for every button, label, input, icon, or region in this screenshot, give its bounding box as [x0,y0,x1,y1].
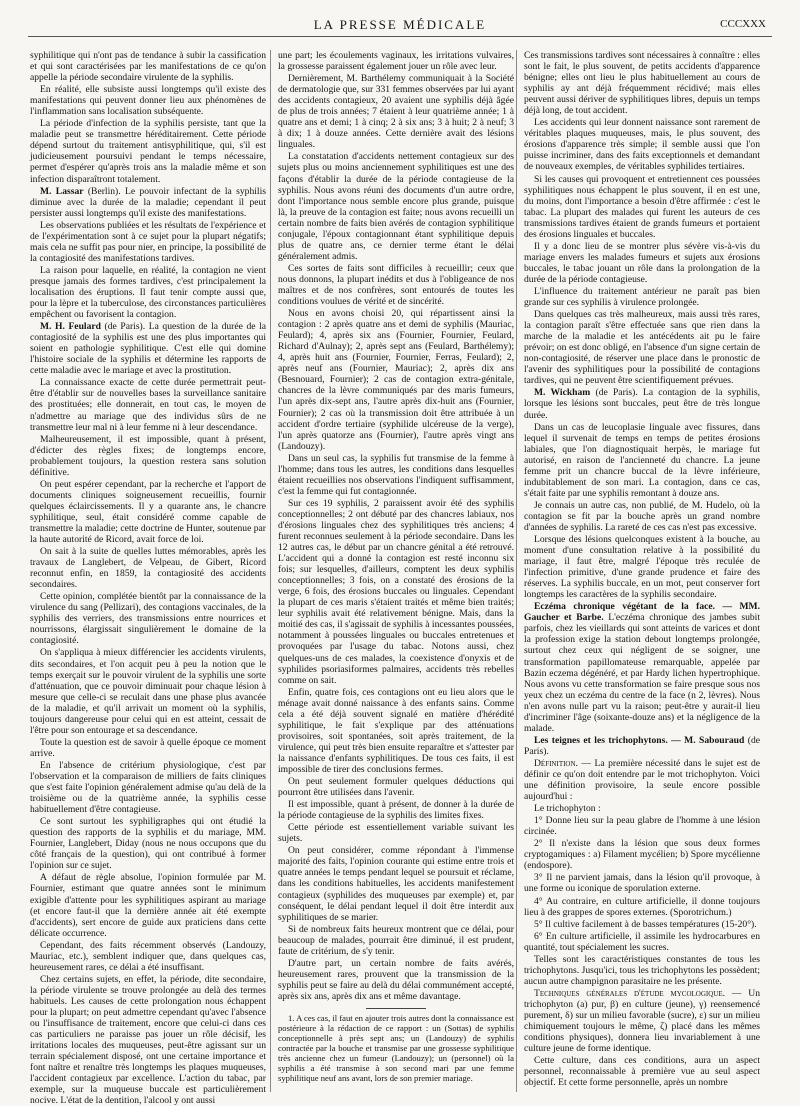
paragraph: On peut espérer cependant, par la recherche et l'apport de documents cliniques soigneusement recueillis, fournir quelques éclaircissements. Il y a quarante ans, le chancre syphilitique, seul, était considéré comme capable de transmettre la maladie; cette doctrine de Hunter, soutenue par la haute autorité de Ricord, avait force de loi. [30,478,266,546]
paragraph: Cette période est essentiellement variable suivant les sujets. [278,822,514,845]
paragraph: La constatation d'accidents nettement contagieux sur des sujets plus ou moins anciennement syphilitiques est une des façons d'établir la durée de la période contagieuse de la syphilis. Nous avons réuni des documents d'un autre ordre, dont l'importance nous semble encore plus grande, puisque là, la preuve de la contagion est faite; nous avons recueilli un certain nombre de faits bien avérés de contagion syphilitique conjugale, l'époux contagionnant étant syphilitique depuis plus de quatre ans, ce dernier terme étant le délai généralement admis. [278,151,514,262]
list-item: 1° Donne lieu sur la peau glabre de l'homme à une lésion circinée. [524,815,760,838]
column-1 [30,50,267,1106]
paragraph: Techniques générales d'étude mycologique. — Un trichophyton (a) pur, β) en culture (jeune), γ) reensemencé purement, δ) sur un milieu favorable (sucre), ε) sur un milieu chimiquement toujours le même, ζ) placé dans les mêmes conditions physiques), donnera lieu invariablement à une culture jeune de forme identique. [524,987,761,1055]
paragraph: Nous en avons choisi 20, qui répartissent ainsi la contagion : 2 après quatre ans et demi de syphilis (Mauriac, Feulard); 4, après six ans (Fournier, Fournier, Feulard, Richard d'Aulnay); 2, après sept ans (Feulard, Barthélemy); 4, après huit ans (Fournier, Fournier, Ferras, Feulard); 2, après neuf ans (Fournier, Mauriac); 2, après dix ans (Besnouard, Fournier); 2 cas de contagion extra-génitale, chancres de la lèvre communiqués par des maris fumeurs, l'un après dix-sept ans, l'autre après dix-huit ans (Fournier, Fournier); 2 cas où la transmission doit être attribuée à un accident d'ordre tertiaire (syphilide ulcéreuse de la verge), l'un après quatorze ans (Fournier), l'autre après vingt ans (Landouzy). [278,308,514,452]
paragraph: Il y a donc lieu de se montrer plus sévère vis-à-vis du mariage envers les malades fumeurs et sujets aux érosions buccales, le tabac jouant un rôle dans la prolongation de la durée de la période contagieuse. [524,240,760,285]
paragraph-text: (de Paris). La question de la durée de la contagiosité de la syphilis est une des plus importantes qui soient en pathologie syphilitique. C'est elle qui domine l'histoire sociale de la syphilis et détermine les rapports de cette maladie avec le mariage et avec la prostitution. [30,321,267,377]
paragraph: Dans un seul cas, la syphilis fut transmise de la femme à l'homme; dans tous les autres, les conditions dans lesquelles étaient recueillies nos observations l'indiquent suffisamment, c'est la femme qui fut contagionnée. [278,452,514,497]
paragraph: On peut seulement formuler quelques déductions qui pourront être utilisées dans l'avenir. [278,776,514,799]
paragraph: Telles sont les caractéristiques constantes de tous les trichophytons. Jusqu'ici, tous les trichophytons les possèdent; aucun autre champignon parasitaire ne les présente. [524,953,760,987]
criteria-list [524,815,760,953]
subheading: Définition. [534,757,578,769]
journal-title: LA PRESSE MÉDICALE [313,17,487,32]
list-item: 3° Il ne parvient jamais, dans la lésion qu'il provoque, à une forme ou iconique de sporulation externe. [524,872,760,895]
page-header [0,0,800,44]
paragraph: Je connais un autre cas, non publié, de M. Hudelo, où la contagion se fit par la bouche après un grand nombre d'années de syphilis. La rareté de ces cas n'est pas excessive. [524,499,760,533]
page-number: CCCXXX [720,18,766,30]
paragraph: Sur ces 19 syphilis, 2 paraissent avoir été des syphilis conceptionnelles; 2 ont débuté par des chancres labiaux, nos d'érosions linguales chez des syphilitiques très anciens; 4 furent reconnues seulement à la période secondaire. Dans les 12 autres cas, le début par un chancre génital a été retrouvé. L'accident qui a donné la contagion est resté inconnu six fois; sur lesquelles, d'ailleurs, comptent les deux syphilis conceptionnelles; 3 fois, on a constaté des érosions de la verge, 6 fois, des érosions buccales ou linguales. Cependant la plupart de ces maris s'étaient traités et même bien traités; leur syphilis avait été relativement bénigne. Mais, dans la moitié des cas, il s'agissait de syphilis à incessantes poussées, notamment à poussées linguales ou buccales entretenues et provoquées par l'usage du tabac. Notons aussi, chez quelques-uns de ces malades, la coexistence d'onyxis et de syphilides psoriasiformes palmaires, accidents très rebelles comme on sait. [278,497,514,686]
speaker-name: M. Wickham [534,387,591,399]
paragraph [524,387,760,420]
paragraph: La raison pour laquelle, en réalité, la contagion ne vient presque jamais des formes tardives, c'est principalement la localisation des éruptions. Il faut tenir compte aussi que, pour la lèpre et la tuberculose, des circonstances particulières empêchent ou favorisent la contagion. [30,264,266,321]
paragraph: Dans un cas de leucoplasie linguale avec fissures, dans lequel il survenait de temps en temps de petites érosions labiales, que l'on diagnostiquait herpès, le mariage fut autorisé, en raison de l'ancienneté du chancre. La jeune femme prit un chancre buccal de la lèvre inférieure, indubitablement de son mari. La contagion, dans ce cas, s'était faite par une syphilis remontant à douze ans. [524,421,760,499]
section-title: Les teignes et les trichophytons. [534,734,668,746]
section-heading: Eczéma chronique végétant de la face. — MM. Gaucher et Barbe. L'eczéma chronique des jambes subit parfois, chez les vieillards qui sont atteints de varices et dont la profession exige la station debout longtemps prolongée, surtout chez ceux qui négligent de se soigner, une transformation papillomateuse remarquable, appelée par Bazin eczema dégénéré, et par Hardy lichen hypertrophique. Nous avons vu cette transformation se faire presque sous nos yeux chez un eczéma du centre de la face (n 2, lèvres). Nous n'en avons nulle part vu la raison; peut-être y aurait-il lieu d'incriminer l'âge (soixante-douze ans) et la négligence de la malade. [524,601,760,734]
paragraph: Cette opinion, complétée bientôt par la connaissance de la virulence du sang (Pellizari), des contagions vaccinales, de la syphilis des verriers, des transmissions entre nourrices et nourrissons, élargissait singulièrement le domaine de la contagiosité. [30,591,266,647]
column-divider [270,50,271,1092]
paragraph: D'autre part, un certain nombre de faits avérés, heureusement rares, prouvent que la transmission de la syphilis peut se faire au delà du délai communément accepté, après six ans, après dix ans et même davantage. [278,957,514,1002]
paragraph: Chez certains sujets, en effet, la période, dite secondaire, la période virulente se trouve prolongée au delà des termes habituels. Les causes de cette prolongation nous échappent pour la plupart; on peut admettre cependant qu'avec l'absence ou l'insuffisance de traitement, encore que celui-ci dans ces cas particuliers ne paraisse pas jouer un rôle décisif, les irritations locales des muqueuses, peut-être agissant sur un terrain spécialement disposé, ont une certaine importance et font naître et renaître très longtemps les plaques muqueuses, l'accident contagieux par excellence. L'action du tabac, par exemple, sur la muqueuse buccale est particulièrement nocive. L'état de la dentition, l'alcool y ont aussi [30,973,266,1106]
paragraph: Cependant, des faits récemment observés (Landouzy, Mauriac, etc.), semblent indiquer que, dans quelques cas, heureusement rares, ce délai a été insuffisant. [30,939,266,973]
paragraph: Le trichophyton : [534,803,601,815]
paragraph: La connaissance exacte de cette durée permettrait peut-être d'établir sur de nouvelles bases la surveillance sanitaire des prostituées; elle donnerait, en tout cas, le moyen de n'admettre au mariage que des individus sûrs de ne transmettre leur mal ni à leur femme ni à leur descendance. [30,377,266,433]
header-rule [28,36,772,37]
footnote: 1. A ces cas, il faut en ajouter trois autres dont la connaissance est postérieure à la rédaction de ce rapport : un (Sottas) de syphilis conceptionnelle à près sept ans; un (Landouzy) de syphilis contractée par la bouche et transmise par une grossesse syphilitique très ancienne chez un fumeur (Landouzy); un (personnel) où la syphilis a été transmise à son second mari par une femme syphilitique neuf ans avant, lors de son premier mariage. [278,1012,514,1083]
paragraph: En l'absence de critérium physiologique, c'est par l'observation et la comparaison de milliers de faits cliniques que s'est faite l'opinion généralement admise qu'au delà de la troisième ou de la quatrième année, la syphilis cesse habituellement d'être contagieuse. [30,759,266,816]
paragraph: Cette culture, dans ces conditions, aura un aspect personnel, reconnaissable à première vue au seul aspect objectif. Et cette forme personnelle, après un nombre [524,1055,760,1089]
paragraph: Lorsque des lésions quelconques existent à la bouche, au moment d'une consultation relative à la possibilité du mariage, il faut être, malgré l'époque très reculée de l'infection primitive, d'une grande prudence et faire des réserves. La syphilis buccale, en un mot, peut conserver fort longtemps les caractères de la syphilis secondaire. [524,534,760,601]
paragraph: Ce sont surtout les syphiligraphes qui ont étudié la question des rapports de la syphilis et du mariage, MM. Fournier, Langlebert, Diday (nous ne nous occupons que du côté français de la question), qui ont contribué à former l'opinion sur ce sujet. [30,816,266,872]
paragraph: Les accidents qui leur donnent naissance sont rarement de véritables plaques muqueuses, mais, le plus souvent, des érosions d'apparence très simple; il semble aussi que l'on puisse incriminer, dans des faits exceptionnels et demandant de nouveaux exemples, de véritables syphilides tertiaires. [524,117,760,173]
subheading: Techniques générales d'étude mycologique. [534,987,726,999]
section-title: Eczéma chronique végétant de la face. [534,601,716,613]
paragraph: Dans quelques cas très malheureux, mais aussi très rares, la contagion paraît s'être effectuée sans que rien dans la marche de la maladie et les antécédents ait pu le faire prévoir; on est donc obligé, en l'absence d'un signe certain de non-contagiosité, de réserver une place dans le pronostic de l'avenir des syphilitiques pour la possibilité de contagions tardives, qui ne peuvent être scientifiquement prévues. [524,309,760,387]
paragraph: On peut considérer, comme répondant à l'immense majorité des faits, l'opinion courante qui estime entre trois et quatre années le temps pendant lequel se poursuit et réclame, dans les conditions habituelles, les accidents manifestement contagieux (syphilides des muqueuses par exemple) et, par conséquent, le délai pendant lequel il doit être interdit aux syphilitiques de se marier. [278,845,514,923]
paragraph-text: Un trichophyton (a) pur, β) en culture (jeune), γ) reensemencé purement, δ) sur un milieu favorable (sucre), ε) sur un milieu chimiquement toujours le même, ζ) placé dans les mêmes conditions physiques), donnera lieu invariablement à une culture jeune de forme identique. [524,987,761,1055]
paragraph [30,321,266,376]
paragraph [30,186,266,219]
paragraph: Si les causes qui provoquent et entretiennent ces poussées syphilitiques nous échappent le plus souvent, il en est une, du moins, dont l'importance a besoin d'être affirmée : c'est le tabac. La plupart des malades qui furent les auteurs de ces transmissions tardives étaient de grands fumeurs et portaient des érosions linguales et buccales. [524,173,760,240]
column-3 [524,50,760,1092]
paragraph: Malheureusement, il est impossible, quant à présent, d'édicter des règles fixes; de longtemps encore, probablement toujours, la question restera sans solution définitive. [30,433,266,478]
section-affiliation: (de Paris). [524,734,760,757]
section-authors: M. Sabouraud [684,734,745,746]
column-divider [516,50,517,1092]
paragraph: Enfin, quatre fois, ces contagions ont eu lieu alors que le ménage avait donné naissance à des enfants sains. Comme cela a été déjà souvent signalé en matière d'hérédité syphilitique, le fait s'explique par des atténuations provisoires, soit spontanées, soit après traitement, de la virulence, qui peut très bien ensuite reparaître et s'attester par la naissance d'enfants syphilitiques. De tous ces faits, il est impossible de tirer des conclusions fermes. [278,686,514,775]
paragraph: En réalité, elle subsiste aussi longtemps qu'il existe des manifestations qui peuvent donner lieu aux phénomènes de l'inflammation sans localisation subséquente. [30,84,266,118]
paragraph: Il est impossible, quant à présent, de donner à la durée de la période contagieuse de la syphilis des limites fixes. [278,799,514,822]
list-item: 4° Au contraire, en culture artificielle, il donne toujours lieu à des grappes de spores externes. (Sporotrichum.) [524,895,760,918]
paragraph: Dernièrement, M. Barthélemy communiquait à la Société de dermatologie que, sur 331 femmes observées par lui ayant des accidents contagieux, 20 avaient une syphilis déjà âgée de plus de trois années; 7 étaient à leur quatrième année; 1 à quatre ans et demi; 1 à cinq; 2 à six ans; 3 à huit; 2 à neuf; 3 à dix; 1 à douze années. Cette dernière avait des lésions linguales. [278,73,514,151]
section-authors: MM. Gaucher et Barbe. [524,601,760,624]
paragraph: Si de nombreux faits heureux montrent que ce délai, pour beaucoup de malades, pourrait être diminué, il est prudent, faute de critérium, de s'y tenir. [278,923,514,957]
paragraph-text: (de Paris). La contagion de la syphilis, lorsque les lésions sont buccales, peut être de très longue durée. [524,387,760,421]
paragraph: Ces transmissions tardives sont nécessaires à connaître : elles sont le fait, le plus souvent, de petits accidents d'apparence bénigne; elles ont lieu le plus habituellement au cours de syphilis ay ant déjà fréquemment récidivé; mais elles peuvent aussi dériver de syphilitiques libres, depuis un temps déjà long, de tout accident. [524,50,760,117]
speaker-name: M. H. Feulard [40,321,101,333]
paragraph: Les observations publiées et les résultats de l'expérience et de l'expérimentation sont à ce sujet pour la plupart négatifs; mais cela ne suffit pas pour nier, en principe, la possibilité de la contagiosité des manifestations tardives. [30,219,266,264]
paragraph: On sait à la suite de quelles luttes mémorables, après les travaux de Langlebert, de Velpeau, de Gibert, Ricord reconnut enfin, en 1859, la contagiosité des accidents secondaires. [30,546,266,591]
paragraph: La période d'infection de la syphilis persiste, tant que la maladie peut se transmettre héréditairement. Cette période dépend surtout du traitement antisyphilitique, qui, s'il est judicieusement poursuivi pendant le temps nécessaire, permet d'espérer qu'après trois ans la maladie même et son infection disparaîtront totalement. [30,118,266,185]
paragraph-text: La première nécessité dans le sujet est de définir ce qu'on doit entendre par le mot trichophyton. Voici une définition provisoire, la seule encore possible aujourd'hui : [524,757,760,803]
section-heading: Les teignes et les trichophytons. — M. Sabouraud (de Paris). [524,734,760,757]
paragraph-text: (Berlin). Le pouvoir infectant de la syphilis diminue avec la durée de la maladie; cependant il peut persister aussi longtemps qu'il existe des manifestations. [30,185,266,219]
paragraph: Définition. — La première nécessité dans le sujet est de définir ce qu'on doit entendre par le mot trichophyton. Voici une définition provisoire, la seule encore possible aujourd'hui : [524,757,760,803]
paragraph: L'influence du traitement antérieur ne paraît pas bien grande sur ces syphilis à virulence prolongée. [524,285,760,309]
paragraph-text: L'eczéma chronique des jambes subit parfois, chez les vieillards qui sont atteints de varices et dont la profession exige la station debout longtemps prolongée, surtout chez ceux qui négligent de se soigner, une transformation papillomateuse remarquable, appelée par Bazin eczema dégénéré, et par Hardy lichen hypertrophique. Nous avons vu cette transformation se faire presque sous nos yeux chez un eczéma du centre de la face (n 2, lèvres). Nous n'en avons nulle part vu la raison; peut-être y aurait-il lieu d'incriminer l'âge (soixante-douze ans) et la négligence de la malade. [524,612,760,734]
speaker-name: M. Lassar [40,185,84,197]
paragraph: Toute la question est de savoir à quelle époque ce moment arrive. [30,736,266,759]
paragraph: une part; les écoulements vaginaux, les irritations vulvaires, la grossesse paraissent également jouer un rôle avec leur. [278,50,514,73]
paragraph: A défaut de règle absolue, l'opinion formulée par M. Fournier, estimant que quatre années sont le minimum exigible d'attente pour les syphilitiques aspirant au mariage (et encore faut-il que la dernière année ait été exempte d'accidents), sert encore de guide aux praticiens dans cette délicate occurrence. [30,872,266,939]
column-2 [278,50,514,1092]
list-item: 2° Il n'existe dans la lésion que sous deux formes cryptogamiques : a) Filament mycélien; b) Spore mycélienne (endospore). [524,838,760,872]
paragraph: syphilitique qui n'ont pas de tendance à subir la cassification et qui sont caractérisées par les manifestations de ce qu'on appelle la période secondaire virulente de la syphilis. [30,50,266,84]
paragraph: Ces sortes de faits sont difficiles à recueillir; ceux que nous donnons, la plupart inédits et dus à l'obligeance de nos maîtres et de nos confrères, sont entourés de toutes les conditions voulues de vérité et de sincérité. [278,262,514,308]
list-item: 5° Il cultive facilement à de basses températures (15-20°). [534,918,757,930]
footnote-rule [366,1008,426,1009]
list-item: 6° En culture artificielle, il assimile les hydrocarbures en quantité, tout spécialement les sucres. [524,930,760,953]
paragraph: On s'appliqua à mieux différencier les accidents virulents, dits secondaires, et l'on acquit peu à peu la notion que le temps exerçait sur le pouvoir virulent de la syphilis une sorte d'atténuation, que ce pouvoir diminuait pour chaque lésion à mesure que celle-ci se reculait dans une phase plus avancée de la maladie, et qu'il arrivait un moment où la syphilis, toujours dangereuse pour celui qui en est atteint, cessait de l'être pour son entourage et sa descendance. [30,647,266,736]
